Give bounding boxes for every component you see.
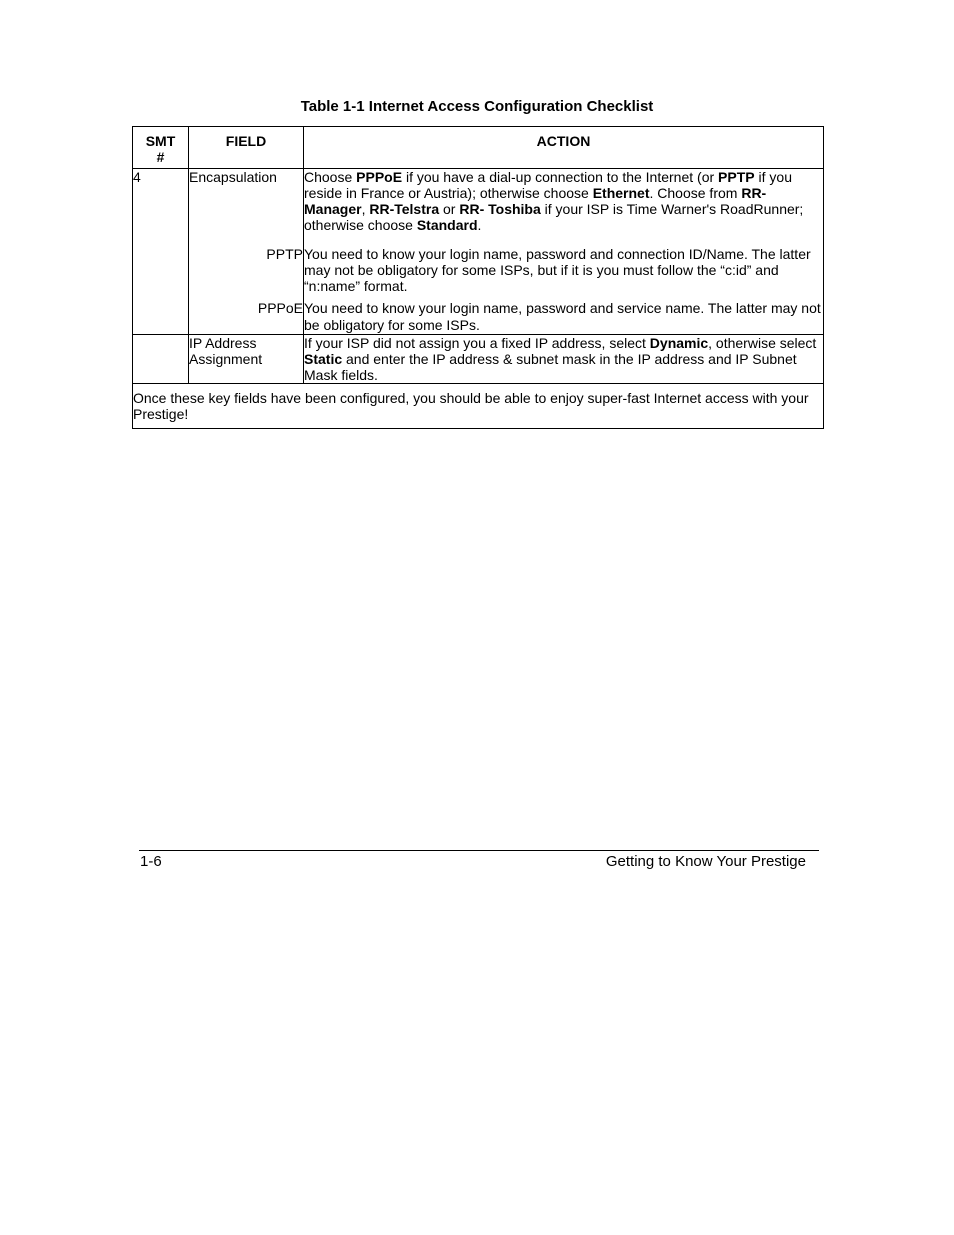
- table-row: [133, 335, 824, 384]
- text-run: . Choose from: [649, 185, 742, 201]
- cell-action: [304, 335, 824, 384]
- table-header-row: [133, 127, 824, 169]
- text-run: if you have a dial-up connection to the Internet (or: [402, 169, 719, 185]
- header-action: ACTION: [304, 127, 824, 169]
- bold-term: Dynamic: [649, 335, 709, 351]
- text-run: or: [439, 201, 460, 217]
- text-run: If your ISP did not assign you a fixed IP address, select: [304, 335, 650, 351]
- footer-chapter-title: Getting to Know Your Prestige: [605, 853, 806, 870]
- table-caption: Table 1-1 Internet Access Configuration Checklist: [300, 98, 654, 115]
- cell-field: IP Address Assignment: [189, 335, 304, 384]
- cell-field: Encapsulation: [189, 169, 304, 234]
- cell-action: [304, 233, 824, 294]
- table-row-closing-note: [133, 384, 824, 429]
- bold-term: PPPoE: [356, 169, 403, 185]
- bold-term: PPTP: [718, 169, 755, 185]
- text-run: ,: [361, 201, 370, 217]
- cell-field: PPPoE: [189, 294, 304, 335]
- header-smt: SMT #: [133, 127, 189, 169]
- text-run: , otherwise select: [708, 335, 817, 351]
- text-run: and enter the IP address & subnet mask in the IP address and IP Subnet Mask fields.: [304, 351, 797, 383]
- text-run: .: [477, 217, 482, 233]
- closing-note: Once these key fields have been configured, you should be able to enjoy super-fast Internet access with your Prestige!: [133, 384, 824, 429]
- bold-term: Standard: [416, 217, 478, 233]
- bold-term: RR- Toshiba: [459, 201, 541, 217]
- configuration-checklist-table: [132, 126, 824, 429]
- cell-action: [304, 169, 824, 234]
- table-row: [133, 294, 824, 335]
- bold-term: Ethernet: [592, 185, 650, 201]
- table-row: [133, 169, 824, 234]
- cell-smt: [133, 335, 189, 384]
- text-run: Choose: [304, 169, 357, 185]
- bold-term: RR-Manager: [304, 185, 767, 217]
- cell-field: PPTP: [189, 233, 304, 294]
- bold-term: RR-Telstra: [369, 201, 440, 217]
- cell-smt: 4: [133, 169, 189, 335]
- cell-action: [304, 294, 824, 335]
- footer-rule: [139, 850, 819, 851]
- text-run: You need to know your login name, password and connection ID/Name. The latter may not be obligatory for some ISPs, but if it is you must follow the “c:id” and “n:name” format.: [304, 246, 811, 294]
- header-field: FIELD: [189, 127, 304, 169]
- footer-page-number: 1-6: [140, 853, 162, 870]
- text-run: You need to know your login name, password and service name. The latter may not be obligatory for some ISPs.: [304, 300, 821, 333]
- text-run: if you reside in France or Austria); otherwise choose: [304, 169, 792, 201]
- table-row: [133, 233, 824, 294]
- bold-term: Static: [304, 351, 343, 367]
- text-run: if your ISP is Time Warner's RoadRunner; otherwise choose: [304, 201, 804, 233]
